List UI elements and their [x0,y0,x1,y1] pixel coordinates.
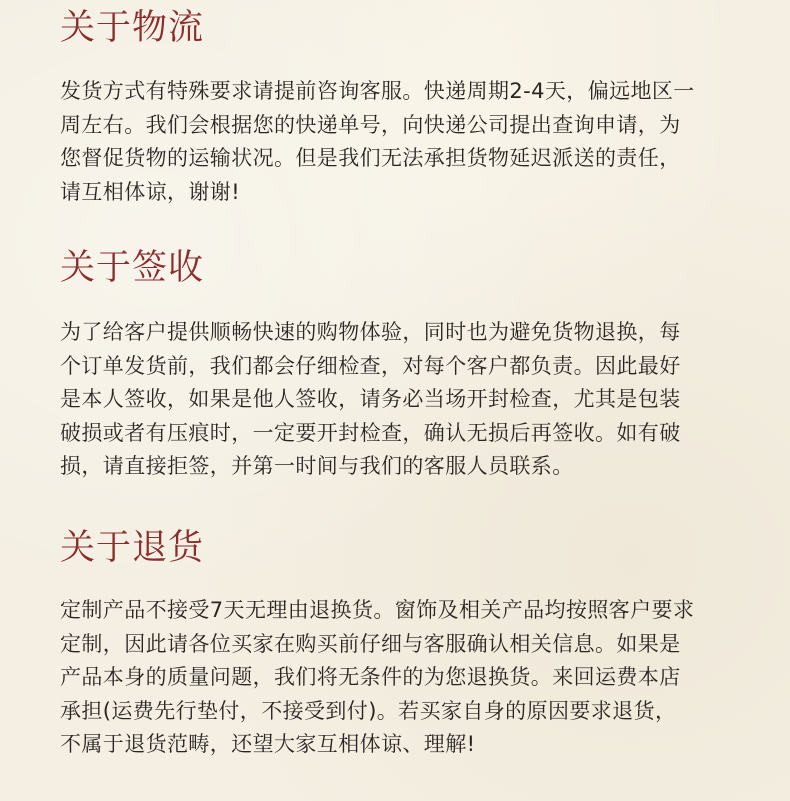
returns-title: 关于退货 [60,528,205,568]
logistics-body [60,75,760,209]
signing-line: 是本人签收，如果是他人签收，请务必当场开封检查，尤其是包装 [60,387,681,412]
signing-line: 损，请直接拒签，并第一时间与我们的客服人员联系。 [60,454,574,479]
signing-line: 个订单发货前，我们都会仔细检查，对每个客户都负责。因此最好 [60,353,681,378]
logistics-line: 发货方式有特殊要求请提前咨询客服。快递周期2-4天，偏远地区一 [60,79,695,103]
signing-title: 关于签收 [60,248,205,288]
returns-line: 定制产品不接受7天无理由退换货。窗饰及相关产品均按照客户要求 [60,598,695,622]
logistics-line: 请互相体谅，谢谢! [60,179,241,204]
logistics-title: 关于物流 [60,8,205,48]
signing-body [60,316,760,484]
returns-line: 承担(运费先行垫付，不接受到付)。若买家自身的原因要求退货， [60,698,677,723]
signing-section [60,248,760,484]
signing-line: 为了给客户提供顺畅快速的购物体验，同时也为避免货物退换，每 [60,320,681,344]
returns-body [60,594,760,762]
returns-section [60,528,760,762]
returns-line: 定制，因此请各位买家在购买前仔细与客服确认相关信息。如果是 [60,631,681,656]
signing-line: 破损或者有压痕时，一定要开封检查，确认无损后再签收。如有破 [60,420,681,445]
logistics-line: 周左右。我们会根据您的快递单号，向快递公司提出查询申请，为 [60,112,681,137]
returns-line: 产品本身的质量问题，我们将无条件的为您退换货。来回运费本店 [60,665,681,690]
logistics-line: 您督促货物的运输状况。但是我们无法承担货物延迟派送的责任， [60,146,681,171]
logistics-section [60,8,760,209]
returns-line: 不属于退货范畴，还望大家互相体谅、理解! [60,732,476,757]
